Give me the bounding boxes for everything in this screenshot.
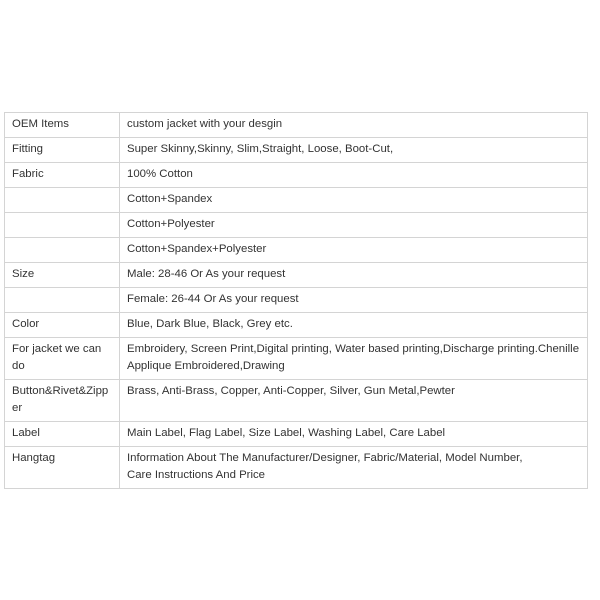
table-row [5,263,588,288]
value-text: Super Skinny,Skinny, Slim,Straight, Loose, Boot-Cut, [127,143,394,155]
row-key [5,380,120,422]
value-text: Female: 26-44 Or As your request [127,293,299,305]
row-value [120,188,588,213]
value-text: Cotton+Spandex [127,193,213,205]
product-spec-table [4,112,588,489]
row-key [5,238,120,263]
value-text: Main Label, Flag Label, Size Label, Washing Label, Care Label [127,427,446,439]
row-value [120,113,588,138]
value-text: Embroidery, Screen Print,Digital printing, Water based printing,Discharge printing.Chenille Applique Embroidered,Drawing [127,343,580,372]
table-row [5,313,588,338]
key-text: Button&Rivet&Zipper [12,385,109,414]
table-row [5,138,588,163]
row-value [120,313,588,338]
value-text: Male: 28-46 Or As your request [127,268,286,280]
row-key [5,263,120,288]
key-text: Hangtag [12,452,56,464]
value-text: Information About The Manufacturer/Designer, Fabric/Material, Model Number, [127,452,523,464]
table-row [5,163,588,188]
table-row [5,113,588,138]
value-text: custom jacket with your desgin [127,118,283,130]
row-key [5,313,120,338]
row-value [120,422,588,447]
row-key [5,213,120,238]
table-row [5,288,588,313]
table-row [5,188,588,213]
row-key [5,163,120,188]
value-text: 100% Cotton [127,168,193,180]
key-text: For jacket we can do [12,343,102,372]
key-text: OEM Items [12,118,69,130]
key-text: Fitting [12,143,44,155]
row-key [5,188,120,213]
row-value [120,213,588,238]
row-value [120,263,588,288]
key-text: Label [12,427,40,439]
row-value [120,238,588,263]
table-row [5,380,588,422]
row-key [5,113,120,138]
row-key [5,338,120,380]
key-text: Size [12,268,35,280]
table-row [5,338,588,380]
row-value [120,447,588,489]
table-row [5,238,588,263]
value-text: Cotton+Spandex+Polyester [127,243,267,255]
row-value [120,380,588,422]
row-key [5,288,120,313]
row-key [5,138,120,163]
value-text: Cotton+Polyester [127,218,215,230]
value-text: Blue, Dark Blue, Black, Grey etc. [127,318,293,330]
table-row [5,447,588,489]
table-row [5,213,588,238]
value-text: Brass, Anti-Brass, Copper, Anti-Copper, Silver, Gun Metal,Pewter [127,385,455,397]
row-value [120,288,588,313]
key-text: Fabric [12,168,44,180]
value-text-line2: Care Instructions And Price [127,469,266,481]
key-text: Color [12,318,40,330]
row-key [5,422,120,447]
table-row [5,422,588,447]
row-value [120,138,588,163]
row-key [5,447,120,489]
row-value [120,338,588,380]
row-value [120,163,588,188]
